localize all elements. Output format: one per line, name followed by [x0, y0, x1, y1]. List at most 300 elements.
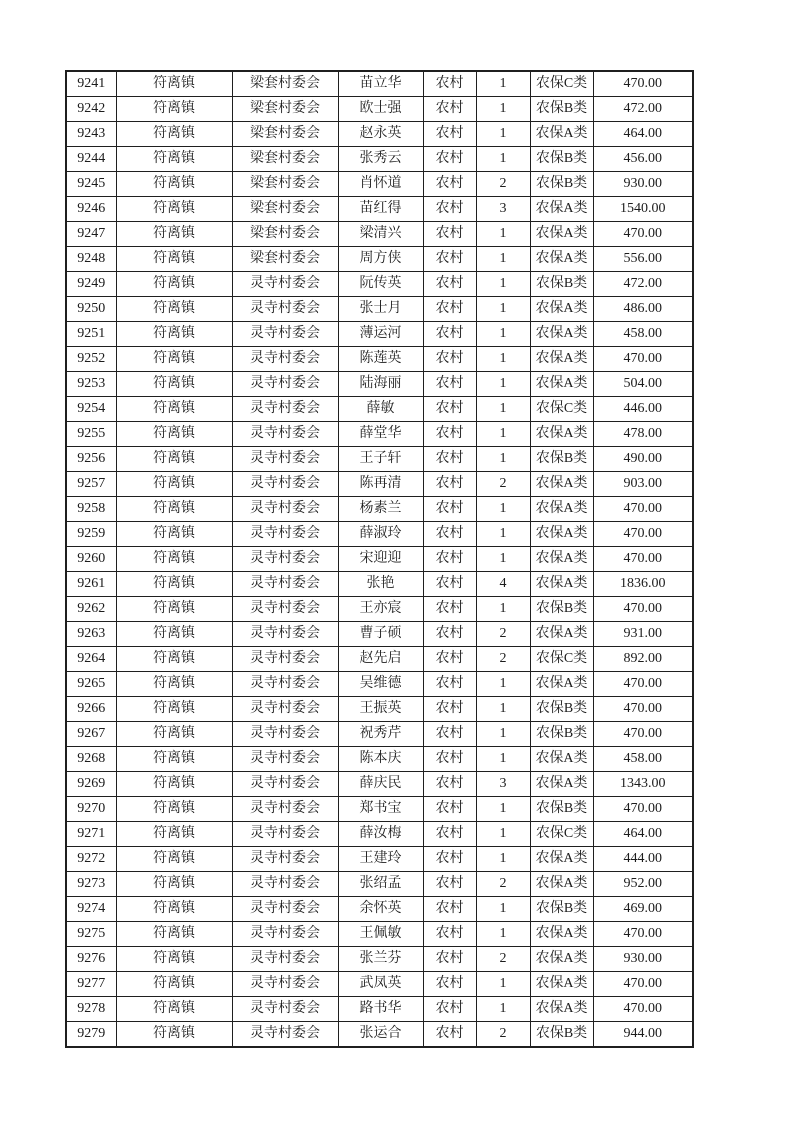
cell-town: 符离镇	[116, 197, 232, 222]
cell-person-count: 1	[476, 397, 530, 422]
cell-household-category: 农村	[423, 397, 476, 422]
cell-person-count: 1	[476, 297, 530, 322]
cell-serial-number: 9260	[66, 547, 116, 572]
cell-household-category: 农村	[423, 622, 476, 647]
cell-insurance-class: 农保B类	[530, 697, 593, 722]
cell-village-committee: 灵寺村委会	[232, 947, 338, 972]
cell-insurance-class: 农保A类	[530, 947, 593, 972]
cell-person-name: 赵先启	[338, 647, 423, 672]
cell-village-committee: 灵寺村委会	[232, 747, 338, 772]
table-row	[66, 372, 693, 397]
cell-serial-number: 9274	[66, 897, 116, 922]
cell-town: 符离镇	[116, 447, 232, 472]
cell-person-name: 陆海丽	[338, 372, 423, 397]
cell-household-category: 农村	[423, 71, 476, 97]
cell-village-committee: 灵寺村委会	[232, 347, 338, 372]
cell-amount: 930.00	[593, 172, 693, 197]
cell-insurance-class: 农保A类	[530, 997, 593, 1022]
cell-person-name: 祝秀芹	[338, 722, 423, 747]
cell-person-name: 薛淑玲	[338, 522, 423, 547]
cell-insurance-class: 农保C类	[530, 647, 593, 672]
cell-amount: 470.00	[593, 922, 693, 947]
cell-village-committee: 灵寺村委会	[232, 697, 338, 722]
cell-town: 符离镇	[116, 697, 232, 722]
table-row	[66, 247, 693, 272]
table-row	[66, 722, 693, 747]
cell-amount: 470.00	[593, 347, 693, 372]
cell-town: 符离镇	[116, 172, 232, 197]
cell-insurance-class: 农保B类	[530, 272, 593, 297]
cell-person-name: 赵永英	[338, 122, 423, 147]
cell-serial-number: 9270	[66, 797, 116, 822]
cell-person-name: 阮传英	[338, 272, 423, 297]
cell-serial-number: 9253	[66, 372, 116, 397]
cell-person-name: 苗立华	[338, 71, 423, 97]
cell-serial-number: 9265	[66, 672, 116, 697]
cell-village-committee: 梁套村委会	[232, 222, 338, 247]
cell-amount: 931.00	[593, 622, 693, 647]
cell-village-committee: 灵寺村委会	[232, 872, 338, 897]
cell-serial-number: 9255	[66, 422, 116, 447]
table-row	[66, 797, 693, 822]
cell-person-count: 4	[476, 572, 530, 597]
table-row	[66, 472, 693, 497]
cell-insurance-class: 农保A类	[530, 122, 593, 147]
cell-serial-number: 9271	[66, 822, 116, 847]
table-row	[66, 622, 693, 647]
cell-serial-number: 9245	[66, 172, 116, 197]
cell-person-name: 陈再清	[338, 472, 423, 497]
cell-amount: 472.00	[593, 97, 693, 122]
cell-person-name: 薄运河	[338, 322, 423, 347]
cell-amount: 469.00	[593, 897, 693, 922]
cell-village-committee: 灵寺村委会	[232, 322, 338, 347]
cell-serial-number: 9261	[66, 572, 116, 597]
cell-person-name: 张兰芬	[338, 947, 423, 972]
cell-household-category: 农村	[423, 447, 476, 472]
cell-amount: 470.00	[593, 997, 693, 1022]
cell-person-count: 1	[476, 697, 530, 722]
cell-person-name: 张绍孟	[338, 872, 423, 897]
cell-town: 符离镇	[116, 972, 232, 997]
cell-village-committee: 灵寺村委会	[232, 372, 338, 397]
cell-person-name: 王建玲	[338, 847, 423, 872]
cell-person-name: 肖怀道	[338, 172, 423, 197]
cell-household-category: 农村	[423, 872, 476, 897]
cell-person-count: 3	[476, 772, 530, 797]
cell-amount: 470.00	[593, 222, 693, 247]
cell-household-category: 农村	[423, 322, 476, 347]
cell-person-count: 1	[476, 347, 530, 372]
cell-insurance-class: 农保A类	[530, 747, 593, 772]
table-row	[66, 872, 693, 897]
cell-town: 符离镇	[116, 422, 232, 447]
cell-insurance-class: 农保A类	[530, 472, 593, 497]
cell-village-committee: 灵寺村委会	[232, 772, 338, 797]
cell-town: 符离镇	[116, 347, 232, 372]
cell-amount: 1343.00	[593, 772, 693, 797]
cell-person-count: 2	[476, 472, 530, 497]
cell-serial-number: 9279	[66, 1022, 116, 1048]
cell-person-name: 薛敏	[338, 397, 423, 422]
cell-village-committee: 梁套村委会	[232, 97, 338, 122]
cell-amount: 458.00	[593, 747, 693, 772]
cell-village-committee: 灵寺村委会	[232, 997, 338, 1022]
cell-amount: 504.00	[593, 372, 693, 397]
cell-insurance-class: 农保A类	[530, 847, 593, 872]
table-row	[66, 547, 693, 572]
cell-town: 符离镇	[116, 822, 232, 847]
cell-person-count: 2	[476, 947, 530, 972]
cell-person-count: 1	[476, 97, 530, 122]
cell-town: 符离镇	[116, 997, 232, 1022]
cell-household-category: 农村	[423, 472, 476, 497]
cell-household-category: 农村	[423, 97, 476, 122]
cell-person-name: 苗红得	[338, 197, 423, 222]
table-row	[66, 1022, 693, 1048]
table-row	[66, 397, 693, 422]
cell-amount: 470.00	[593, 797, 693, 822]
cell-village-committee: 灵寺村委会	[232, 822, 338, 847]
cell-serial-number: 9266	[66, 697, 116, 722]
table-row	[66, 922, 693, 947]
cell-amount: 464.00	[593, 822, 693, 847]
table-row	[66, 222, 693, 247]
cell-town: 符离镇	[116, 472, 232, 497]
cell-insurance-class: 农保B类	[530, 97, 593, 122]
cell-town: 符离镇	[116, 522, 232, 547]
cell-household-category: 农村	[423, 522, 476, 547]
cell-town: 符离镇	[116, 397, 232, 422]
cell-village-committee: 灵寺村委会	[232, 497, 338, 522]
cell-insurance-class: 农保C类	[530, 822, 593, 847]
cell-town: 符离镇	[116, 872, 232, 897]
cell-town: 符离镇	[116, 897, 232, 922]
cell-household-category: 农村	[423, 122, 476, 147]
cell-village-committee: 灵寺村委会	[232, 397, 338, 422]
table-row	[66, 172, 693, 197]
cell-village-committee: 梁套村委会	[232, 122, 338, 147]
cell-person-name: 王振英	[338, 697, 423, 722]
cell-serial-number: 9244	[66, 147, 116, 172]
cell-person-name: 陈本庆	[338, 747, 423, 772]
cell-village-committee: 灵寺村委会	[232, 797, 338, 822]
cell-person-count: 1	[476, 547, 530, 572]
cell-town: 符离镇	[116, 922, 232, 947]
cell-person-count: 1	[476, 447, 530, 472]
cell-person-count: 2	[476, 647, 530, 672]
cell-amount: 952.00	[593, 872, 693, 897]
cell-village-committee: 灵寺村委会	[232, 622, 338, 647]
cell-amount: 446.00	[593, 397, 693, 422]
cell-amount: 470.00	[593, 672, 693, 697]
cell-insurance-class: 农保A类	[530, 622, 593, 647]
cell-village-committee: 梁套村委会	[232, 247, 338, 272]
cell-household-category: 农村	[423, 222, 476, 247]
cell-person-name: 余怀英	[338, 897, 423, 922]
table-row	[66, 122, 693, 147]
cell-person-name: 张艳	[338, 572, 423, 597]
cell-serial-number: 9254	[66, 397, 116, 422]
cell-village-committee: 灵寺村委会	[232, 897, 338, 922]
cell-village-committee: 梁套村委会	[232, 172, 338, 197]
payment-roster-table	[65, 70, 694, 1048]
cell-amount: 1540.00	[593, 197, 693, 222]
cell-village-committee: 灵寺村委会	[232, 597, 338, 622]
cell-person-count: 1	[476, 922, 530, 947]
cell-village-committee: 灵寺村委会	[232, 672, 338, 697]
table-row	[66, 772, 693, 797]
cell-insurance-class: 农保B类	[530, 447, 593, 472]
cell-person-count: 1	[476, 122, 530, 147]
cell-amount: 444.00	[593, 847, 693, 872]
cell-insurance-class: 农保A类	[530, 922, 593, 947]
cell-insurance-class: 农保A类	[530, 372, 593, 397]
cell-person-count: 1	[476, 597, 530, 622]
cell-household-category: 农村	[423, 897, 476, 922]
cell-household-category: 农村	[423, 847, 476, 872]
cell-amount: 472.00	[593, 272, 693, 297]
cell-town: 符离镇	[116, 247, 232, 272]
cell-town: 符离镇	[116, 722, 232, 747]
cell-town: 符离镇	[116, 547, 232, 572]
cell-insurance-class: 农保A类	[530, 972, 593, 997]
cell-serial-number: 9249	[66, 272, 116, 297]
cell-person-name: 武凤英	[338, 972, 423, 997]
cell-serial-number: 9278	[66, 997, 116, 1022]
cell-town: 符离镇	[116, 597, 232, 622]
cell-town: 符离镇	[116, 1022, 232, 1048]
cell-person-count: 1	[476, 672, 530, 697]
cell-person-count: 1	[476, 322, 530, 347]
table-row	[66, 972, 693, 997]
cell-serial-number: 9251	[66, 322, 116, 347]
cell-insurance-class: 农保B类	[530, 797, 593, 822]
cell-serial-number: 9243	[66, 122, 116, 147]
cell-person-name: 薛庆民	[338, 772, 423, 797]
cell-household-category: 农村	[423, 697, 476, 722]
table-row	[66, 647, 693, 672]
cell-amount: 470.00	[593, 722, 693, 747]
cell-serial-number: 9267	[66, 722, 116, 747]
cell-insurance-class: 农保C类	[530, 397, 593, 422]
cell-person-name: 曹子硕	[338, 622, 423, 647]
cell-amount: 470.00	[593, 972, 693, 997]
table-row	[66, 522, 693, 547]
cell-person-name: 吴维德	[338, 672, 423, 697]
cell-insurance-class: 农保A类	[530, 497, 593, 522]
table-row	[66, 447, 693, 472]
cell-person-count: 2	[476, 1022, 530, 1048]
table-row	[66, 822, 693, 847]
cell-person-count: 1	[476, 847, 530, 872]
table-row	[66, 672, 693, 697]
cell-person-count: 1	[476, 147, 530, 172]
cell-village-committee: 灵寺村委会	[232, 572, 338, 597]
cell-serial-number: 9247	[66, 222, 116, 247]
cell-village-committee: 灵寺村委会	[232, 447, 338, 472]
cell-person-name: 路书华	[338, 997, 423, 1022]
cell-amount: 458.00	[593, 322, 693, 347]
cell-village-committee: 灵寺村委会	[232, 722, 338, 747]
cell-person-count: 1	[476, 747, 530, 772]
cell-person-count: 1	[476, 497, 530, 522]
cell-village-committee: 灵寺村委会	[232, 547, 338, 572]
cell-village-committee: 灵寺村委会	[232, 272, 338, 297]
cell-person-name: 陈莲英	[338, 347, 423, 372]
cell-serial-number: 9241	[66, 71, 116, 97]
cell-town: 符离镇	[116, 122, 232, 147]
cell-household-category: 农村	[423, 272, 476, 297]
cell-serial-number: 9250	[66, 297, 116, 322]
cell-person-count: 1	[476, 247, 530, 272]
cell-serial-number: 9273	[66, 872, 116, 897]
cell-serial-number: 9256	[66, 447, 116, 472]
table-row	[66, 947, 693, 972]
cell-town: 符离镇	[116, 947, 232, 972]
cell-household-category: 农村	[423, 372, 476, 397]
cell-insurance-class: 农保A类	[530, 522, 593, 547]
cell-village-committee: 灵寺村委会	[232, 647, 338, 672]
cell-serial-number: 9272	[66, 847, 116, 872]
cell-person-count: 1	[476, 71, 530, 97]
cell-amount: 930.00	[593, 947, 693, 972]
cell-household-category: 农村	[423, 547, 476, 572]
cell-serial-number: 9263	[66, 622, 116, 647]
cell-town: 符离镇	[116, 647, 232, 672]
cell-household-category: 农村	[423, 147, 476, 172]
cell-amount: 556.00	[593, 247, 693, 272]
table-row	[66, 197, 693, 222]
cell-household-category: 农村	[423, 747, 476, 772]
cell-insurance-class: 农保A类	[530, 422, 593, 447]
cell-village-committee: 灵寺村委会	[232, 847, 338, 872]
cell-insurance-class: 农保A类	[530, 572, 593, 597]
cell-village-committee: 灵寺村委会	[232, 297, 338, 322]
cell-serial-number: 9258	[66, 497, 116, 522]
cell-village-committee: 灵寺村委会	[232, 922, 338, 947]
cell-household-category: 农村	[423, 172, 476, 197]
cell-serial-number: 9277	[66, 972, 116, 997]
cell-town: 符离镇	[116, 372, 232, 397]
cell-person-count: 3	[476, 197, 530, 222]
cell-amount: 892.00	[593, 647, 693, 672]
cell-household-category: 农村	[423, 772, 476, 797]
cell-household-category: 农村	[423, 947, 476, 972]
table-row	[66, 697, 693, 722]
cell-person-name: 张秀云	[338, 147, 423, 172]
table-row	[66, 97, 693, 122]
cell-insurance-class: 农保B类	[530, 722, 593, 747]
cell-town: 符离镇	[116, 272, 232, 297]
cell-household-category: 农村	[423, 422, 476, 447]
cell-household-category: 农村	[423, 922, 476, 947]
cell-person-count: 1	[476, 722, 530, 747]
cell-person-count: 2	[476, 622, 530, 647]
cell-insurance-class: 农保B类	[530, 597, 593, 622]
cell-person-name: 王子轩	[338, 447, 423, 472]
cell-town: 符离镇	[116, 322, 232, 347]
cell-person-name: 王佩敏	[338, 922, 423, 947]
cell-household-category: 农村	[423, 197, 476, 222]
cell-amount: 478.00	[593, 422, 693, 447]
cell-serial-number: 9259	[66, 522, 116, 547]
cell-household-category: 农村	[423, 247, 476, 272]
cell-person-count: 1	[476, 797, 530, 822]
cell-amount: 470.00	[593, 497, 693, 522]
cell-town: 符离镇	[116, 847, 232, 872]
cell-serial-number: 9242	[66, 97, 116, 122]
cell-serial-number: 9275	[66, 922, 116, 947]
cell-serial-number: 9264	[66, 647, 116, 672]
cell-person-name: 郑书宝	[338, 797, 423, 822]
cell-serial-number: 9262	[66, 597, 116, 622]
table-row	[66, 71, 693, 97]
cell-household-category: 农村	[423, 597, 476, 622]
cell-person-count: 1	[476, 372, 530, 397]
cell-household-category: 农村	[423, 647, 476, 672]
cell-household-category: 农村	[423, 722, 476, 747]
table-body	[66, 71, 693, 1047]
cell-person-name: 梁清兴	[338, 222, 423, 247]
cell-town: 符离镇	[116, 97, 232, 122]
cell-person-count: 1	[476, 997, 530, 1022]
cell-amount: 470.00	[593, 522, 693, 547]
cell-amount: 470.00	[593, 71, 693, 97]
cell-village-committee: 灵寺村委会	[232, 472, 338, 497]
cell-person-name: 周方侠	[338, 247, 423, 272]
cell-person-name: 薛汝梅	[338, 822, 423, 847]
cell-insurance-class: 农保A类	[530, 222, 593, 247]
table-row	[66, 897, 693, 922]
cell-town: 符离镇	[116, 71, 232, 97]
table-row	[66, 497, 693, 522]
cell-person-count: 1	[476, 222, 530, 247]
cell-household-category: 农村	[423, 1022, 476, 1048]
cell-town: 符离镇	[116, 147, 232, 172]
cell-serial-number: 9248	[66, 247, 116, 272]
table-row	[66, 297, 693, 322]
cell-town: 符离镇	[116, 222, 232, 247]
cell-insurance-class: 农保A类	[530, 347, 593, 372]
cell-amount: 903.00	[593, 472, 693, 497]
cell-person-count: 1	[476, 522, 530, 547]
cell-insurance-class: 农保B类	[530, 897, 593, 922]
cell-town: 符离镇	[116, 747, 232, 772]
cell-household-category: 农村	[423, 797, 476, 822]
cell-insurance-class: 农保A类	[530, 197, 593, 222]
cell-person-count: 1	[476, 897, 530, 922]
cell-insurance-class: 农保B类	[530, 1022, 593, 1048]
cell-person-count: 2	[476, 872, 530, 897]
cell-household-category: 农村	[423, 497, 476, 522]
table-row	[66, 347, 693, 372]
cell-household-category: 农村	[423, 972, 476, 997]
cell-village-committee: 灵寺村委会	[232, 972, 338, 997]
cell-amount: 470.00	[593, 697, 693, 722]
cell-insurance-class: 农保A类	[530, 872, 593, 897]
cell-town: 符离镇	[116, 772, 232, 797]
cell-town: 符离镇	[116, 497, 232, 522]
cell-amount: 1836.00	[593, 572, 693, 597]
cell-village-committee: 梁套村委会	[232, 71, 338, 97]
cell-town: 符离镇	[116, 672, 232, 697]
cell-insurance-class: 农保A类	[530, 547, 593, 572]
cell-insurance-class: 农保B类	[530, 147, 593, 172]
table-row	[66, 272, 693, 297]
cell-village-committee: 灵寺村委会	[232, 522, 338, 547]
cell-insurance-class: 农保C类	[530, 71, 593, 97]
